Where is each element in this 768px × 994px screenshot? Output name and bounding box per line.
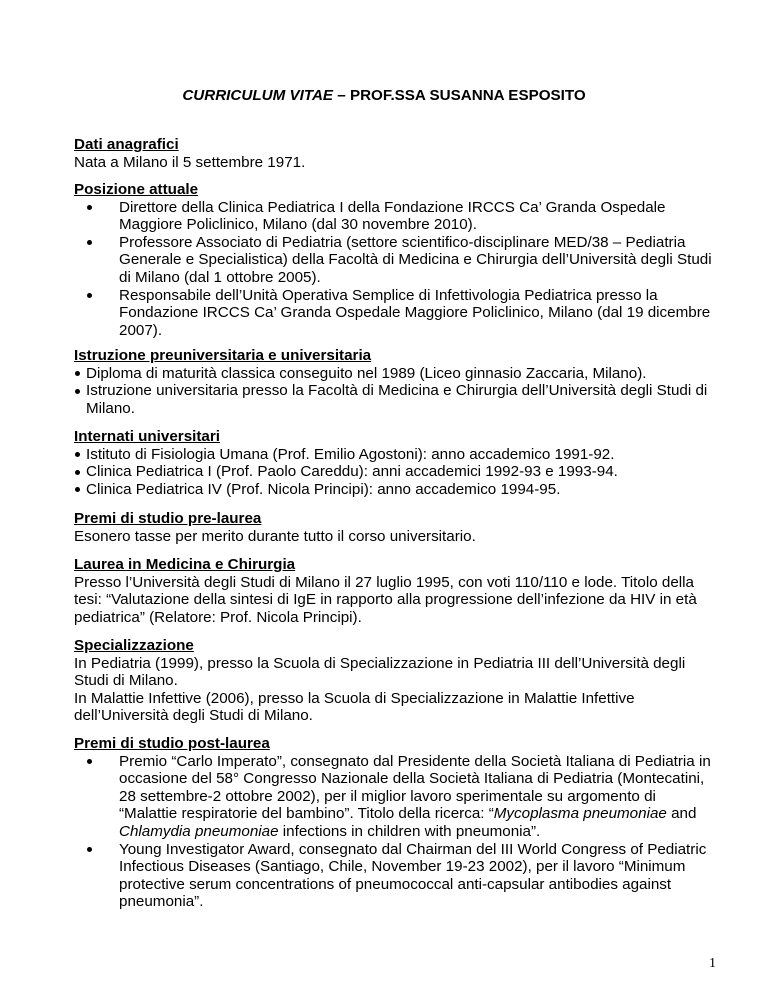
section-heading: Premi di studio post-laurea [74, 735, 270, 752]
page-title [74, 87, 694, 105]
section-heading: Premi di studio pre-laurea [74, 510, 262, 527]
section-heading: Internati universitari [74, 428, 221, 445]
section-dati-anagrafici [74, 136, 714, 171]
bullet-list [74, 753, 714, 911]
bullet-list [74, 446, 714, 499]
list-item: Direttore della Clinica Pediatrica I della Fondazione IRCCS Ca’ Granda Ospedale Maggiore Policlinico, Milano (dal 30 novembre 2010). [74, 199, 714, 234]
item-italic: Mycoplasma pneumoniae [493, 805, 667, 823]
list-item: Clinica Pediatrica I (Prof. Paolo Careddu): anni accademici 1992-93 e 1993-94. [74, 463, 714, 481]
section-text: Presso l’Università degli Studi di Milano il 27 luglio 1995, con voti 110/110 e lode. Titolo della tesi: “Valutazione della sintesi di IgE in rapporto alla progressione dell’infezione da HIV in età pediatrica” (Relatore: Prof. Nicola Principi). [74, 573, 697, 626]
section-heading: Istruzione preuniversitaria e universitaria [74, 347, 372, 364]
list-item: Istituto di Fisiologia Umana (Prof. Emilio Agostoni): anno accademico 1991-92. [74, 446, 714, 464]
section-heading: Laurea in Medicina e Chirurgia [74, 556, 296, 573]
section-premi-pre-laurea [74, 510, 714, 545]
list-item [74, 753, 714, 841]
section-heading: Dati anagrafici [74, 136, 179, 153]
list-item: Responsabile dell’Unità Operativa Semplice di Infettivologia Pediatrica presso la Fondazione IRCCS Ca’ Granda Ospedale Maggiore Policlinico, Milano (dal 19 dicembre 2007). [74, 287, 714, 340]
section-text: In Malattie Infettive (2006), presso la Scuola di Specializzazione in Malattie Infettive dell’Università degli Studi di Milano. [74, 689, 635, 725]
section-specializzazione [74, 637, 714, 725]
bullet-list [74, 199, 714, 340]
section-internati [74, 428, 714, 498]
list-item: Istruzione universitaria presso la Facoltà di Medicina e Chirurgia dell’Università degli Studi di Milano. [74, 382, 714, 417]
item-text: Premio “Carlo Imperato”, consegnato dal Presidente della Società Italiana di Pediatria in occasione del 58° Congresso Nazionale della Società Italiana di Pediatria (Montecatini, 28 settembre-2 ottobre 2002), per il miglior lavoro sperimentale su argomento di “Malattie respiratorie del bambino”. Titolo della ricerca: “ [119, 752, 711, 823]
item-text: infections in children with pneumonia”. [278, 822, 541, 840]
section-heading: Posizione attuale [74, 181, 199, 198]
bullet-list [74, 365, 714, 418]
list-item: Young Investigator Award, consegnato dal Chairman del III World Congress of Pediatric Infectious Diseases (Santiago, Chile, November 19-23 2002), per il lavoro “Minimum protective serum concentrations of pneumococcal anti-capsular antibodies against pneumonia”. [74, 841, 714, 911]
section-text: In Pediatria (1999), presso la Scuola di Specializzazione in Pediatria III dell’Università degli Studi di Milano. [74, 654, 686, 690]
list-item: Clinica Pediatrica IV (Prof. Nicola Principi): anno accademico 1994-95. [74, 481, 714, 499]
page-number: 1 [709, 956, 716, 971]
list-item: Professore Associato di Pediatria (settore scientifico-disciplinare MED/38 – Pediatria Generale e Specialistica) della Facoltà di Medicina e Chirurgia dell’Università degli Studi di Milano (dal 1 ottobre 2005). [74, 234, 714, 287]
item-italic: Chlamydia pneumoniae [119, 822, 279, 840]
title-rest: – PROF.SSA SUSANNA ESPOSITO [333, 87, 586, 104]
title-italic: CURRICULUM VITAE [182, 87, 334, 104]
section-premi-post-laurea [74, 735, 714, 911]
item-text: and [666, 805, 697, 823]
section-heading: Specializzazione [74, 637, 194, 654]
section-posizione-attuale [74, 181, 714, 339]
section-laurea [74, 556, 714, 626]
section-text: Nata a Milano il 5 settembre 1971. [74, 153, 306, 171]
section-text: Esonero tasse per merito durante tutto il corso universitario. [74, 527, 476, 545]
list-item: Diploma di maturità classica conseguito nel 1989 (Liceo ginnasio Zaccaria, Milano). [74, 365, 714, 383]
section-istruzione [74, 347, 714, 417]
